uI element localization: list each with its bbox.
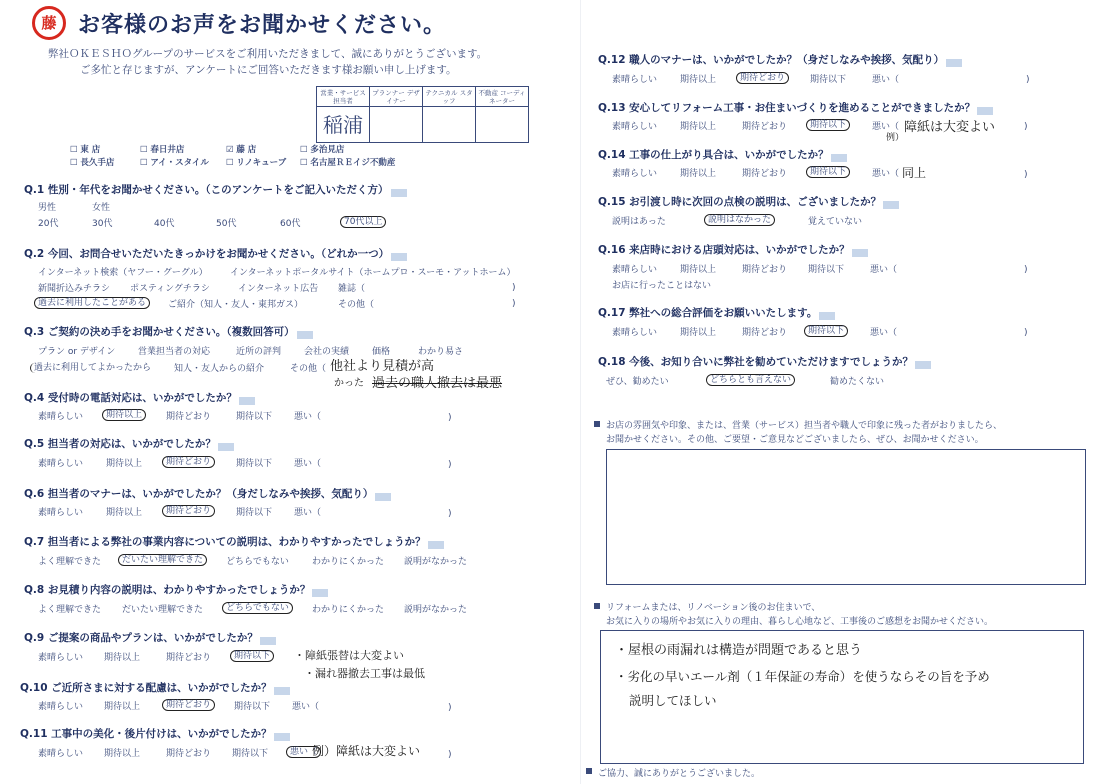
q3-option[interactable]: 価格 [372,347,391,357]
q17-opt-3[interactable]: 期待どおり [742,328,788,338]
q13-opt-1[interactable]: 素晴らしい [612,122,658,132]
q4-opt-2-selected[interactable]: 期待以上 [106,407,146,420]
q5-paren-close: ) [448,460,452,470]
q3-option[interactable]: わかり易さ [418,347,464,357]
q1-age-40[interactable]: 40代 [154,219,175,229]
staff-table [316,86,529,143]
q2-option[interactable]: ご紹介（知人・友人・東邦ガス） [168,300,304,310]
q14-opt-3[interactable]: 期待どおり [742,169,788,179]
q9-handwritten-1: ・障紙張替は大変よい [294,649,404,662]
intro-line-2: ご多忙と存じますが、アンケートにご回答いただきます様お願い申し上げます。 [80,64,457,76]
q7-opt-1[interactable]: よく理解できた [38,557,102,567]
q6-opt-3-selected[interactable]: 期待どおり [166,503,215,516]
store-checkbox[interactable]: ☐ 春日井店 [140,145,185,155]
q3-option-selected[interactable]: 過去に利用してよかったから [34,360,154,373]
q12-opt-4[interactable]: 期待以下 [810,75,847,85]
q3-option[interactable]: プラン or デザイン [38,347,116,357]
q11-opt-1[interactable]: 素晴らしい [38,749,84,759]
q1-gender-female[interactable]: 女性 [92,203,111,213]
q10-paren-close: ) [448,703,452,713]
q3-option[interactable]: 近所の評判 [236,347,282,357]
q13-handwritten: 障紙は大変よい [904,120,996,135]
company-seal: 藤 [32,6,66,40]
store-checkbox[interactable]: ☐ 東 店 [70,145,101,155]
q14-opt-5[interactable]: 悪い（ [872,169,900,179]
section1-line1: お店の雰囲気や印象、または、営業（サービス）担当者や職人で印象に残った者がおりましたら、 [606,421,1003,431]
q7-opt-3[interactable]: どちらでもない [226,557,289,567]
q1-age-70[interactable]: 70代以上 [344,214,386,227]
q2-option-selected[interactable]: 過去に利用したことがある [38,295,150,308]
q3-option[interactable]: 会社の実績 [304,347,350,357]
q8-opt-4[interactable]: わかりにくかった [312,605,385,615]
q11-opt-5-selected[interactable]: 悪い（ [290,744,321,757]
q1-age-30[interactable]: 30代 [92,219,113,229]
q17-opt-5[interactable]: 悪い（ [870,328,898,338]
staff-header-sales: 営業・サービス 担当者 [317,87,370,107]
page-title: お客様のお声をお聞かせください。 [78,13,447,38]
q16-opt-extra[interactable]: お店に行ったことはない [612,281,712,291]
q8-opt-1[interactable]: よく理解できた [38,605,102,615]
q10-opt-5[interactable]: 悪い（ [292,702,320,712]
q13-paren-close: ) [1024,122,1028,132]
q10-title: Q.10 ご近所さまに対する配慮は、いかがでしたか？ [20,682,272,694]
q1-age-50[interactable]: 50代 [216,219,237,229]
q18-title: Q.18 今後、お知り合いに弊社を勧めていただけますでしょうか？ [598,356,913,368]
q6-opt-5[interactable]: 悪い（ [294,508,322,518]
q5-opt-1[interactable]: 素晴らしい [38,459,84,469]
section2-line1: リフォームまたは、リノベーション後のお住まいで、 [606,603,821,613]
section2-handwritten-2: ・劣化の早いエール剤（１年保証の寿命）を使うならその旨を予め [615,669,990,684]
footer-thanks: ご協力、誠にありがとうございました。 [598,769,761,779]
q14-paren-close: ) [1024,170,1028,180]
footer-bullet [586,768,592,774]
q6-opt-4[interactable]: 期待以下 [236,508,273,518]
q12-opt-3-selected[interactable]: 期待どおり [740,70,789,83]
q9-opt-1[interactable]: 素晴らしい [38,653,84,663]
q6-opt-2[interactable]: 期待以上 [106,508,143,518]
comment-box-2[interactable] [600,630,1084,764]
q14-handwritten: 同上 [902,166,927,180]
store-checkbox[interactable]: ☐ リノキューブ [226,158,287,168]
q13-opt-5[interactable]: 悪い（ [872,122,900,132]
q3-option[interactable]: 知人・友人からの紹介 [174,364,265,374]
q18-opt-3[interactable]: 勧めたくない [830,377,885,387]
q6-paren-close: ) [448,509,452,519]
q4-opt-4[interactable]: 期待以下 [236,412,273,422]
q17-paren-close: ) [1024,328,1028,338]
q3-handwritten-2: かった [334,378,364,389]
q9-opt-3[interactable]: 期待どおり [166,653,212,663]
q13-opt-4-selected[interactable]: 期待以下 [810,117,850,130]
q9-opt-2[interactable]: 期待以上 [104,653,141,663]
section2-handwritten-1: ・屋根の雨漏れは構造が問題であると思う [615,643,863,658]
q10-opt-4[interactable]: 期待以下 [234,702,271,712]
q3-title: Q.3 ご契約の決め手をお聞かせください。（複数回答可） [24,326,295,338]
q4-opt-5[interactable]: 悪い（ [294,412,322,422]
store-checkbox[interactable]: ☐ 多治見店 [300,145,345,155]
store-checkbox[interactable]: ☑ 藤 店 [226,145,257,155]
section1-line2: お聞かせください。その他、ご要望・ご意見などございましたら、ぜひ、お聞かせください。 [606,435,984,445]
q18-opt-1[interactable]: ぜひ、勧めたい [606,377,669,387]
staff-value-realestate[interactable] [476,107,529,143]
q5-opt-5[interactable]: 悪い（ [294,459,322,469]
q12-opt-1[interactable]: 素晴らしい [612,75,658,85]
q16-opt-2[interactable]: 期待以上 [680,265,717,275]
q16-opt-4[interactable]: 期待以下 [808,265,845,275]
q11-handwritten: 例）障紙は大変よい [312,744,421,758]
staff-header-technical: テクニカル スタッフ [423,87,476,107]
q16-opt-5[interactable]: 悪い（ [870,265,898,275]
q2-option[interactable]: 新聞折込みチラシ [38,284,111,294]
q16-opt-3[interactable]: 期待どおり [742,265,788,275]
q11-title: Q.11 工事中の美化・後片付けは、いかがでしたか？ [20,728,272,740]
q10-opt-2[interactable]: 期待以上 [104,702,141,712]
q15-title: Q.15 お引渡し時に次回の点検の説明は、ございましたか？ [598,196,882,208]
q15-opt-1[interactable]: 説明はあった [612,217,666,227]
q10-opt-1[interactable]: 素晴らしい [38,702,84,712]
store-checkbox[interactable]: ☐ 名古屋ＲＥイジ不動産 [300,158,396,168]
q11-opt-3[interactable]: 期待どおり [166,749,212,759]
q11-opt-2[interactable]: 期待以上 [104,749,141,759]
staff-value-technical[interactable] [423,107,476,143]
section2-line2: お気に入りの場所やお気に入りの理由、暮らし心地など、工事後のご感想をお聞かせください。 [606,617,994,627]
q13-opt-2[interactable]: 期待以上 [680,122,717,132]
q8-title: Q.8 お見積り内容の説明は、わかりやすかったでしょうか？ [24,584,311,596]
q12-opt-2[interactable]: 期待以上 [680,75,717,85]
page-divider [580,0,581,784]
q2-option[interactable]: インターネットポータルサイト（ホームプロ・スーモ・アットホーム） [230,268,516,278]
q7-title: Q.7 担当者による弊社の事業内容についての説明は、わかりやすかったでしょうか？ [24,536,426,548]
q2-title: Q.2 今回、お問合せいただいたきっかけをお聞かせください。（どれか一つ） [24,248,390,260]
q4-opt-3[interactable]: 期待どおり [166,412,212,422]
q13-handwritten-prefix: 例） [886,133,905,143]
section-bullet [594,603,600,609]
q5-opt-3-selected[interactable]: 期待どおり [166,454,215,467]
q8-opt-2[interactable]: だいたい理解できた [122,605,204,615]
q2-option[interactable]: その他（ [338,300,375,310]
q2-option[interactable]: 雑誌（ [338,284,366,294]
q7-opt-5[interactable]: 説明がなかった [404,557,468,567]
q6-title: Q.6 担当者のマナーは、いかがでしたか？（身だしなみや挨拶、気配り） [24,488,374,500]
q1-gender-male[interactable]: 男性 [38,203,57,213]
q3-option[interactable]: 営業担当者の対応 [138,347,211,357]
staff-value-sales[interactable]: 稲浦 [317,107,370,143]
q5-opt-2[interactable]: 期待以上 [106,459,143,469]
q17-opt-1[interactable]: 素晴らしい [612,328,658,338]
q12-opt-5[interactable]: 悪い（ [872,75,900,85]
q14-opt-4-selected[interactable]: 期待以下 [810,164,850,177]
q9-opt-4-selected[interactable]: 期待以下 [234,648,274,661]
section-bullet [594,421,600,427]
staff-header-realestate: 不動産 コーディネーター [476,87,529,107]
q11-paren-close: ) [448,750,452,760]
q15-opt-2-selected[interactable]: 説明はなかった [708,212,775,225]
q2-paren-close: ) [512,299,516,309]
q14-opt-1[interactable]: 素晴らしい [612,169,658,179]
comment-box-1[interactable] [606,449,1086,585]
q17-opt-4-selected[interactable]: 期待以下 [808,323,848,336]
staff-header-planner: プランナー デザイナー [370,87,423,107]
q9-handwritten-2: ・漏れ器撤去工事は最低 [304,667,425,680]
q10-opt-3-selected[interactable]: 期待どおり [166,697,215,710]
q7-opt-2-selected[interactable]: だいたい理解できた [122,552,207,565]
staff-value-planner[interactable] [370,107,423,143]
q4-title: Q.4 受付時の電話対応は、いかがでしたか？ [24,392,237,404]
q4-paren-close: ) [448,413,452,423]
q7-opt-4[interactable]: わかりにくかった [312,557,385,567]
q5-opt-4[interactable]: 期待以下 [236,459,273,469]
q14-opt-2[interactable]: 期待以上 [680,169,717,179]
q18-opt-2-selected[interactable]: どちらとも言えない [710,372,795,385]
q1-title: Q.1 性別・年代をお聞かせください。（このアンケートをご記入いただく方） [24,184,389,196]
section2-handwritten-3: 説明してほしい [629,693,717,708]
q1-age-60[interactable]: 60代 [280,219,301,229]
q11-opt-4[interactable]: 期待以下 [232,749,269,759]
store-checkbox[interactable]: ☐ アイ・スタイル [140,158,209,168]
q16-paren-close: ) [1024,265,1028,275]
q12-title: Q.12 職人のマナーは、いかがでしたか？（身だしなみや挨拶、気配り） [598,54,945,66]
q15-opt-3[interactable]: 覚えていない [808,217,863,227]
q3-handwritten-1: 他社より見積が高 [330,359,435,374]
q16-opt-1[interactable]: 素晴らしい [612,265,658,275]
q3-handwritten-3: 過去の職人撤去は最悪 [372,376,503,391]
q2-option[interactable]: インターネット検索（ヤフー・グーグル） [38,268,208,278]
q16-title: Q.16 来店時における店頭対応は、いかがでしたか？ [598,244,850,256]
store-checkbox[interactable]: ☐ 長久手店 [70,158,115,168]
q17-opt-2[interactable]: 期待以上 [680,328,717,338]
q8-opt-3-selected[interactable]: どちらでもない [226,600,293,613]
q14-title: Q.14 工事の仕上がり具合は、いかがでしたか？ [598,149,829,161]
intro-line-1: 弊社ＯＫＥＳＨＯグループのサービスをご利用いただきまして、誠にありがとうございます。 [48,48,488,60]
q3-option[interactable]: その他（ [290,364,327,374]
q9-title: Q.9 ご提案の商品やプランは、いかがでしたか？ [24,632,258,644]
q13-title: Q.13 安心してリフォーム工事・お住まいづくりを進めることができましたか？ [598,102,976,114]
q2-option[interactable]: ポスティングチラシ [130,284,210,294]
q17-title: Q.17 弊社への総合評価をお願いいたします。 [598,307,818,319]
q12-paren-close: ) [1026,75,1030,85]
q2-option[interactable]: インターネット広告 [238,284,319,294]
q1-age-20[interactable]: 20代 [38,219,59,229]
q5-title: Q.5 担当者の対応は、いかがでしたか？ [24,438,216,450]
q13-opt-3[interactable]: 期待どおり [742,122,788,132]
q4-opt-1[interactable]: 素晴らしい [38,412,84,422]
q8-opt-5[interactable]: 説明がなかった [404,605,468,615]
q2-paren-close: ) [512,283,516,293]
q6-opt-1[interactable]: 素晴らしい [38,508,84,518]
